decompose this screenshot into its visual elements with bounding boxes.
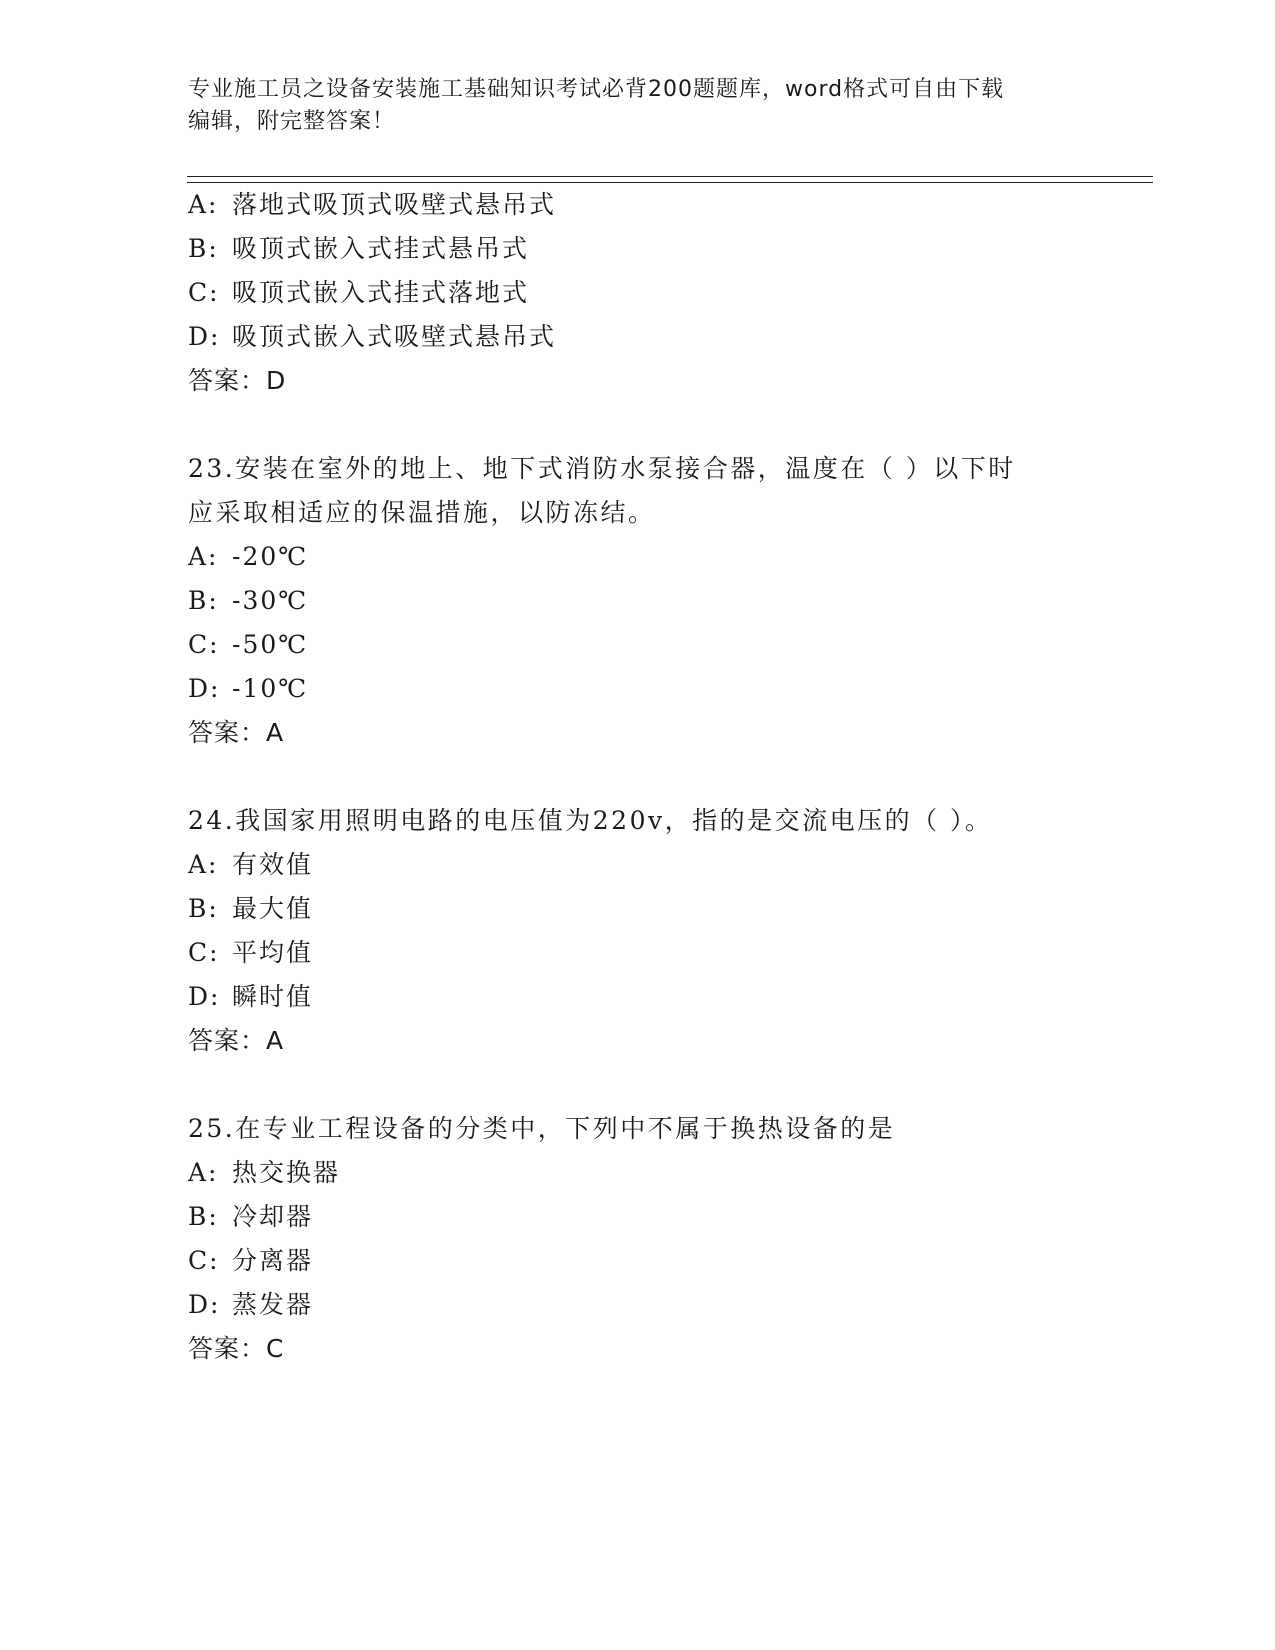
q22-option-a: A: 落地式吸顶式吸壁式悬吊式 [188, 190, 557, 219]
q23-option-b: B: -30℃ [188, 586, 309, 615]
q23-option-a: A: -20℃ [188, 542, 309, 571]
q24-stem-line-1: 24.我国家用照明电路的电压值为220v，指的是交流电压的（ ）。 [188, 806, 993, 835]
q24-option-a: A: 有效值 [188, 850, 314, 879]
q23-answer: 答案：A [188, 718, 285, 747]
q22-option-d: D: 吸顶式嵌入式吸壁式悬吊式 [188, 322, 557, 351]
q25-stem-line-1: 25.在专业工程设备的分类中，下列中不属于换热设备的是 [188, 1114, 896, 1143]
q25-option-a: A: 热交换器 [188, 1158, 341, 1187]
q24-option-b: B: 最大值 [188, 894, 314, 923]
q24-option-d: D: 瞬时值 [188, 982, 314, 1011]
header-title-line-1: 专业施工员之设备安装施工基础知识考试必背200题题库，word格式可自由下载 [188, 77, 1005, 102]
header-divider-bottom [187, 182, 1153, 183]
q22-option-c: C: 吸顶式嵌入式挂式落地式 [188, 278, 530, 307]
q25-answer: 答案：C [188, 1334, 285, 1363]
q25-option-d: D: 蒸发器 [188, 1290, 314, 1319]
header-divider-top [187, 176, 1153, 177]
q25-option-b: B: 冷却器 [188, 1202, 314, 1231]
q23-stem-line-2: 应采取相适应的保温措施，以防冻结。 [188, 498, 656, 527]
q23-option-c: C: -50℃ [188, 630, 309, 659]
document-header [188, 74, 1068, 138]
header-title-line-2: 编辑，附完整答案！ [188, 109, 396, 134]
q23-stem-line-1: 23.安装在室外的地上、地下式消防水泵接合器，温度在（ ）以下时 [188, 454, 1016, 483]
q24-option-c: C: 平均值 [188, 938, 314, 967]
q24-answer: 答案：A [188, 1026, 285, 1055]
q25-option-c: C: 分离器 [188, 1246, 314, 1275]
q23-option-d: D: -10℃ [188, 674, 309, 703]
q22-answer: 答案：D [188, 366, 287, 395]
q22-option-b: B: 吸顶式嵌入式挂式悬吊式 [188, 234, 530, 263]
